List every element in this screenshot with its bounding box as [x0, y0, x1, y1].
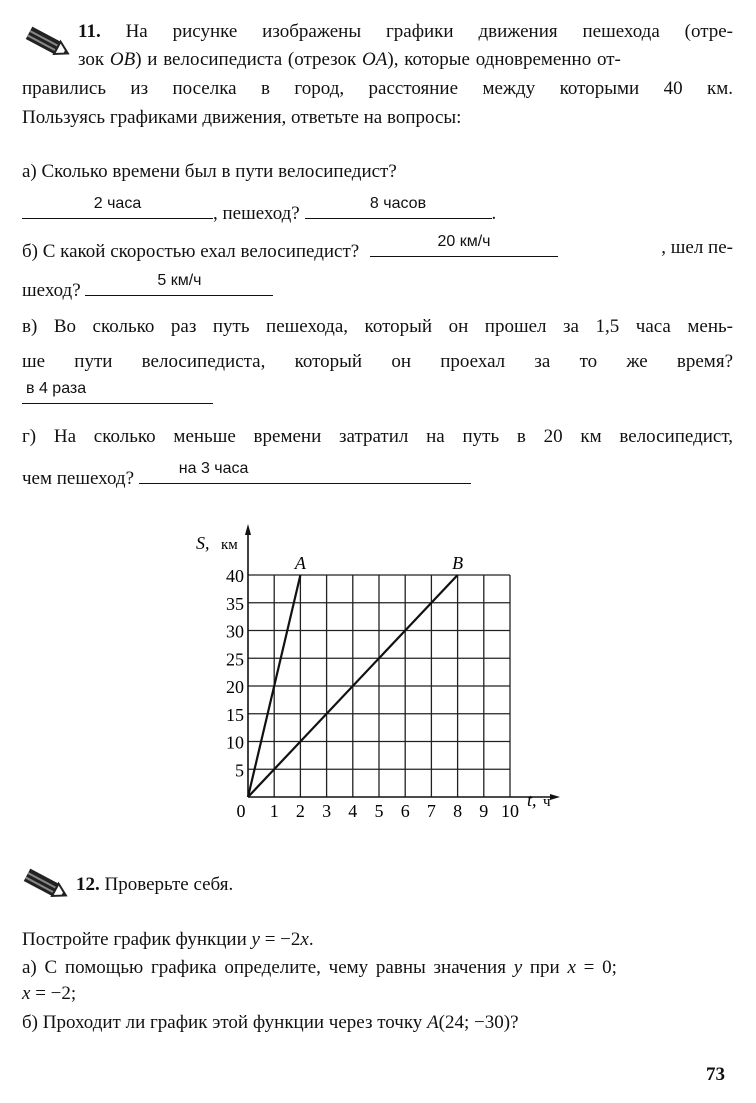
text: зок: [78, 49, 110, 70]
answer-text: 8 часов: [369, 195, 427, 212]
answer-text: 5 км/ч: [157, 272, 202, 289]
text: .: [491, 203, 497, 224]
var: A: [427, 1012, 439, 1033]
task12-line4: [22, 1011, 519, 1035]
segment-ob: OB: [109, 49, 136, 70]
x-tick-label: 2: [295, 801, 305, 821]
text: при: [522, 957, 568, 978]
text: Постройте график функции: [22, 929, 252, 950]
x-tick-label: 4: [348, 801, 358, 821]
task12-line3: [22, 982, 76, 1006]
task-number: 11.: [78, 21, 101, 42]
series-label-B: B: [452, 553, 464, 573]
x-tick-label: 3: [322, 801, 332, 821]
task11-line4: Пользуясь графиками движения, ответьте на вопросы:: [22, 107, 462, 128]
x-tick-label: 8: [453, 801, 463, 821]
answer-text: 2 часа: [93, 195, 142, 212]
y-tick-label: 25: [226, 649, 244, 670]
text: = −2: [259, 929, 301, 950]
x-axis-arrow-icon: [550, 794, 560, 800]
question-d: г) На сколько меньше времени затратил на путь в 20 км велосипедист,: [22, 426, 733, 447]
text: = 0;: [575, 957, 617, 978]
text: (24; −30)?: [438, 1012, 519, 1033]
text: .: [308, 929, 314, 950]
x-tick-label: 0: [236, 801, 246, 821]
y-tick-label: 40: [226, 566, 244, 586]
text: , шел пе-: [661, 237, 733, 258]
y-tick-label: 10: [226, 732, 244, 753]
x-axis-unit: ч: [543, 794, 551, 810]
y-tick-label: 20: [226, 677, 244, 697]
series-label-A: A: [294, 553, 306, 573]
x-tick-label: 6: [400, 801, 410, 821]
y-tick-label: 15: [226, 704, 244, 725]
question-c: в) Во сколько раз путь пешехода, который он прошел за 1,5 часа мень-: [22, 316, 733, 337]
text: На рисунке изображены графики движения пешехода (отре-: [125, 21, 733, 42]
text: ), которые одновременно от-: [387, 49, 621, 70]
answer-text: в 4 раза: [26, 380, 87, 397]
x-tick-label: 9: [479, 801, 489, 821]
text: а) С помощью графика определите, чему равны значения: [22, 957, 514, 978]
x-tick-label: 7: [426, 801, 436, 821]
text: чем пешеход?: [22, 468, 135, 489]
text: шеход?: [22, 280, 81, 301]
x-tick-label: 1: [269, 801, 279, 821]
text: б) Проходит ли график этой функции через точку: [22, 1012, 428, 1033]
y-axis-label: S,: [196, 533, 210, 553]
segment-oa: OA: [362, 49, 388, 70]
task12-line1: [22, 928, 314, 952]
task-number: 12.: [76, 874, 100, 895]
page-number: 73: [706, 1064, 725, 1085]
task12-line2: [22, 956, 733, 980]
text: = −2;: [30, 983, 77, 1004]
var: y: [513, 957, 523, 978]
var: x: [300, 929, 309, 950]
answer-text: на 3 часа: [178, 460, 249, 477]
question-a: а) Сколько времени был в пути велосипедист?: [22, 161, 397, 182]
y-tick-label: 5: [235, 760, 244, 781]
x-tick-label: 5: [374, 801, 384, 821]
var: x: [22, 983, 31, 1004]
y-axis-unit: км: [221, 537, 238, 553]
var: x: [567, 957, 576, 978]
task12-title: [76, 873, 233, 897]
var: y: [251, 929, 260, 950]
text: , пешеход?: [213, 203, 300, 224]
text: б) С какой скоростью ехал велосипедист?: [22, 241, 360, 262]
task11-line3: правились из поселка в город, расстояние между которыми 40 км.: [22, 78, 733, 99]
text: ) и велосипедиста (отрезок: [135, 49, 363, 70]
text: Проверьте себя.: [104, 874, 234, 895]
y-tick-label: 35: [226, 593, 244, 614]
question-c-cont: ше пути велосипедиста, который он проехал за то же время?: [22, 351, 733, 372]
answer-text: 20 км/ч: [437, 233, 491, 250]
x-axis-label: t,: [527, 790, 537, 810]
y-tick-label: 30: [226, 621, 244, 642]
y-axis-arrow-icon: [245, 524, 251, 535]
x-tick-label: 10: [501, 801, 519, 821]
